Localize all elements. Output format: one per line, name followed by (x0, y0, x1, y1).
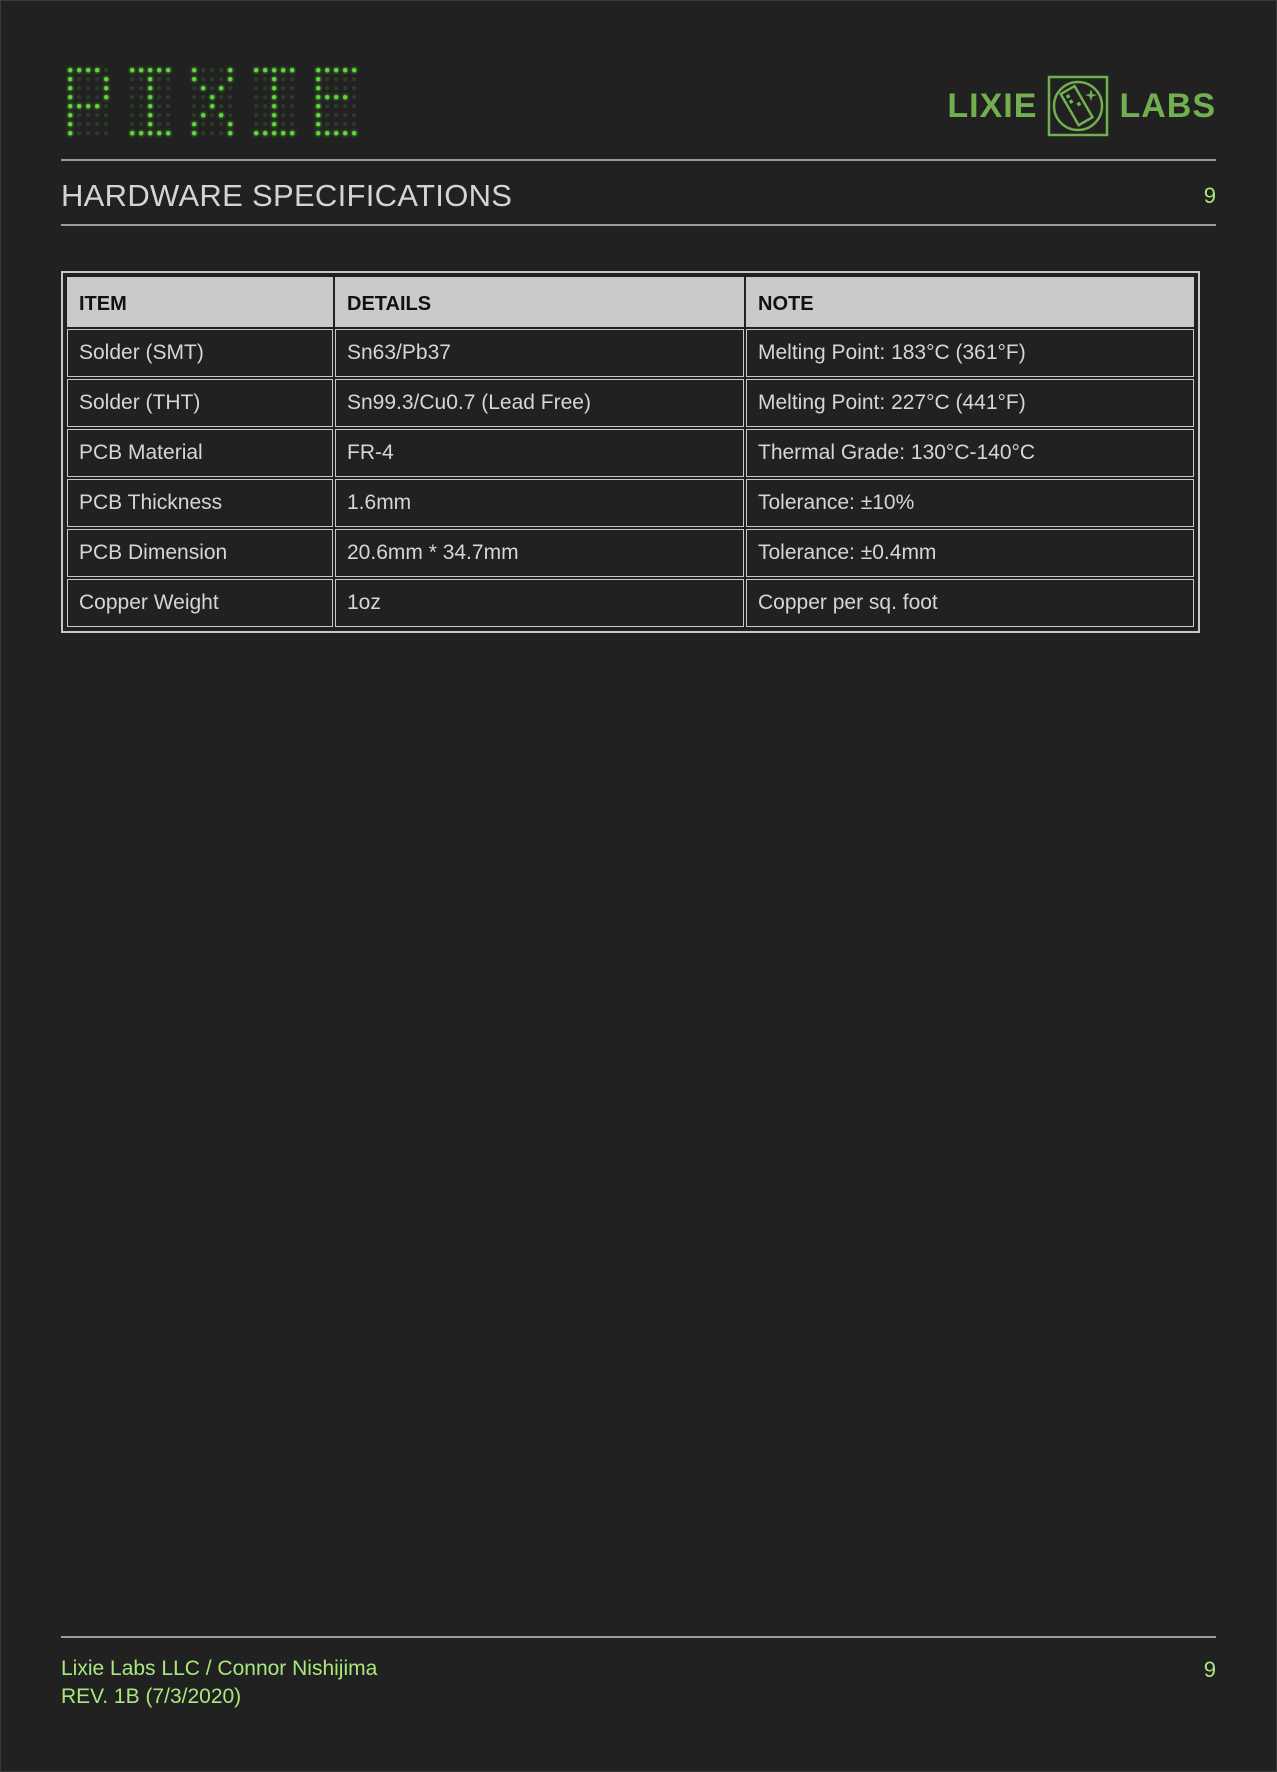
led-dot-off (219, 68, 223, 72)
cell-note: Melting Point: 183°C (361°F) (746, 329, 1194, 377)
led-dot-off (130, 86, 134, 90)
led-dot-lit (166, 131, 170, 135)
led-dot-off (77, 131, 81, 135)
led-dot-off (219, 77, 223, 81)
led-dot-off (281, 104, 285, 108)
led-dot-off (254, 113, 258, 117)
led-dot-lit (316, 122, 320, 126)
column-header-note: NOTE (746, 277, 1194, 327)
led-dot-lit (343, 131, 347, 135)
led-dot-off (281, 113, 285, 117)
led-dot-off (210, 113, 214, 117)
led-dot-off (290, 86, 294, 90)
led-dot-lit (228, 68, 232, 72)
logo-letter-i (130, 68, 170, 135)
led-dot-off (86, 86, 90, 90)
footer-page-number: 9 (1203, 1657, 1216, 1682)
led-dot-lit (148, 113, 152, 117)
led-dot-lit (68, 131, 72, 135)
led-dot-lit (148, 86, 152, 90)
led-dot-off (290, 95, 294, 99)
led-dot-off (157, 86, 161, 90)
led-dot-lit (157, 68, 161, 72)
logo-letter-e (316, 68, 356, 135)
led-dot-lit (316, 95, 320, 99)
led-dot-lit (290, 68, 294, 72)
led-dot-off (325, 86, 329, 90)
led-dot-off (77, 86, 81, 90)
cell-item: PCB Dimension (67, 529, 333, 577)
header-rule-top (61, 159, 1216, 161)
header-page-number: 9 (1203, 183, 1216, 208)
led-dot-lit (272, 122, 276, 126)
led-dot-lit (316, 86, 320, 90)
led-dot-off (281, 95, 285, 99)
led-dot-off (157, 104, 161, 108)
led-dot-lit (210, 104, 214, 108)
led-dot-off (166, 77, 170, 81)
led-dot-lit (130, 68, 134, 72)
led-dot-lit (130, 131, 134, 135)
led-dot-lit (148, 77, 152, 81)
led-dot-lit (201, 113, 205, 117)
led-dot-off (254, 122, 258, 126)
led-dot-off (263, 86, 267, 90)
led-dot-off (86, 122, 90, 126)
led-dot-off (210, 86, 214, 90)
led-dot-lit (192, 122, 196, 126)
led-dot-off (77, 113, 81, 117)
led-dot-off (219, 104, 223, 108)
led-dot-off (254, 86, 258, 90)
led-dot-lit (263, 131, 267, 135)
led-dot-off (352, 104, 356, 108)
led-dot-lit (281, 68, 285, 72)
led-dot-lit (272, 68, 276, 72)
pixie-logo (66, 66, 366, 138)
cell-item: Solder (THT) (67, 379, 333, 427)
led-dot-off (95, 95, 99, 99)
cell-item: PCB Thickness (67, 479, 333, 527)
footer-company: Lixie Labs LLC / Connor Nishijima (61, 1657, 378, 1680)
led-dot-off (157, 122, 161, 126)
led-dot-lit (68, 104, 72, 108)
led-dot-off (325, 77, 329, 81)
led-dot-lit (343, 68, 347, 72)
led-dot-off (157, 95, 161, 99)
table-row (67, 579, 1194, 627)
led-dot-off (201, 77, 205, 81)
led-dot-lit (325, 95, 329, 99)
led-dot-off (334, 122, 338, 126)
led-dot-off (166, 95, 170, 99)
led-dot-off (86, 131, 90, 135)
led-dot-lit (148, 68, 152, 72)
led-dot-off (210, 77, 214, 81)
led-dot-off (334, 104, 338, 108)
led-dot-off (263, 113, 267, 117)
led-dot-lit (148, 122, 152, 126)
led-dot-off (334, 113, 338, 117)
led-dot-lit (352, 68, 356, 72)
led-dot-off (334, 86, 338, 90)
led-dot-off (201, 68, 205, 72)
led-dot-off (166, 86, 170, 90)
led-dot-off (263, 95, 267, 99)
logo-letter-p (68, 68, 108, 135)
led-dot-lit (272, 77, 276, 81)
led-dot-off (192, 86, 196, 90)
led-dot-off (95, 131, 99, 135)
led-dot-off (290, 77, 294, 81)
led-dot-off (325, 104, 329, 108)
led-dot-off (352, 77, 356, 81)
led-dot-lit (316, 113, 320, 117)
led-dot-lit (334, 95, 338, 99)
led-dot-off (254, 95, 258, 99)
led-dot-off (281, 77, 285, 81)
cell-note: Thermal Grade: 130°C-140°C (746, 429, 1194, 477)
led-dot-off (352, 95, 356, 99)
led-dot-lit (228, 131, 232, 135)
page-title: HARDWARE SPECIFICATIONS (61, 178, 513, 213)
header-rule-bottom (61, 224, 1216, 226)
cell-details: 1oz (335, 579, 744, 627)
led-dot-off (139, 95, 143, 99)
led-dot-off (139, 86, 143, 90)
led-dot-lit (148, 104, 152, 108)
cell-item: Copper Weight (67, 579, 333, 627)
footer-revision: REV. 1B (7/3/2020) (61, 1685, 242, 1708)
led-dot-off (166, 122, 170, 126)
led-dot-off (130, 95, 134, 99)
led-dot-off (201, 95, 205, 99)
led-dot-off (343, 122, 347, 126)
led-dot-off (95, 77, 99, 81)
led-dot-off (352, 122, 356, 126)
led-dot-off (290, 104, 294, 108)
logo-letter-x (192, 68, 232, 135)
led-dot-lit (157, 131, 161, 135)
led-dot-off (343, 86, 347, 90)
led-dot-off (254, 104, 258, 108)
cell-note: Tolerance: ±0.4mm (746, 529, 1194, 577)
led-dot-lit (104, 86, 108, 90)
brand-logo-left-word: LIXIE (947, 87, 1038, 125)
spec-table-grid (65, 275, 1196, 629)
cell-item: PCB Material (67, 429, 333, 477)
led-dot-lit (139, 131, 143, 135)
led-dot-lit (201, 86, 205, 90)
led-dot-off (325, 113, 329, 117)
led-dot-off (104, 104, 108, 108)
led-dot-lit (86, 68, 90, 72)
led-dot-off (343, 104, 347, 108)
led-dot-off (139, 122, 143, 126)
led-dot-lit (325, 68, 329, 72)
led-dot-off (210, 131, 214, 135)
led-dot-off (157, 77, 161, 81)
led-dot-off (104, 113, 108, 117)
led-dot-off (130, 113, 134, 117)
led-dot-lit (104, 77, 108, 81)
led-dot-lit (77, 104, 81, 108)
cell-note: Tolerance: ±10% (746, 479, 1194, 527)
led-dot-lit (210, 95, 214, 99)
led-dot-off (192, 113, 196, 117)
led-dot-lit (228, 77, 232, 81)
led-dot-lit (68, 86, 72, 90)
led-dot-lit (68, 122, 72, 126)
column-header-item: ITEM (67, 277, 333, 327)
lixie-labs-logo (947, 74, 1216, 138)
led-dot-lit (272, 113, 276, 117)
led-dot-lit (272, 104, 276, 108)
led-dot-lit (95, 104, 99, 108)
led-dot-lit (228, 122, 232, 126)
led-dot-lit (316, 77, 320, 81)
led-dot-off (130, 77, 134, 81)
led-dot-off (290, 113, 294, 117)
led-dot-off (343, 113, 347, 117)
led-dot-off (263, 77, 267, 81)
led-dot-off (281, 86, 285, 90)
led-dot-off (334, 77, 338, 81)
led-dot-lit (148, 95, 152, 99)
led-dot-lit (68, 95, 72, 99)
led-dot-lit (272, 131, 276, 135)
led-dot-lit (148, 131, 152, 135)
led-dot-lit (192, 77, 196, 81)
table-row (67, 379, 1194, 427)
led-dot-off (157, 113, 161, 117)
cell-details: FR-4 (335, 429, 744, 477)
table-row (67, 529, 1194, 577)
led-dot-lit (334, 68, 338, 72)
cell-details: 1.6mm (335, 479, 744, 527)
led-dot-lit (281, 131, 285, 135)
led-dot-lit (254, 131, 258, 135)
led-dot-off (130, 104, 134, 108)
led-dot-lit (290, 131, 294, 135)
led-dot-off (77, 95, 81, 99)
led-dot-lit (352, 131, 356, 135)
lixie-labs-mark-icon (1047, 75, 1109, 137)
led-dot-off (192, 104, 196, 108)
brand-logo-right-word: LABS (1119, 87, 1216, 125)
logo-letter-i (254, 68, 294, 135)
led-dot-off (228, 86, 232, 90)
led-dot-off (210, 122, 214, 126)
led-dot-lit (334, 131, 338, 135)
footer-rule (61, 1636, 1216, 1638)
led-dot-off (201, 104, 205, 108)
led-dot-lit (192, 68, 196, 72)
led-dot-off (104, 68, 108, 72)
led-dot-off (77, 122, 81, 126)
cell-details: 20.6mm * 34.7mm (335, 529, 744, 577)
led-dot-lit (316, 104, 320, 108)
led-dot-off (77, 77, 81, 81)
led-dot-off (201, 131, 205, 135)
led-dot-off (104, 131, 108, 135)
spec-table (61, 271, 1200, 633)
led-dot-lit (272, 86, 276, 90)
led-dot-lit (86, 104, 90, 108)
led-dot-off (228, 113, 232, 117)
led-dot-lit (166, 68, 170, 72)
led-dot-off (219, 122, 223, 126)
led-dot-off (290, 122, 294, 126)
led-dot-lit (316, 68, 320, 72)
led-dot-off (263, 104, 267, 108)
led-dot-off (254, 77, 258, 81)
led-dot-off (139, 113, 143, 117)
led-dot-off (210, 68, 214, 72)
led-dot-lit (77, 68, 81, 72)
led-dot-off (192, 95, 196, 99)
led-dot-off (219, 95, 223, 99)
led-dot-off (352, 86, 356, 90)
led-dot-off (201, 122, 205, 126)
led-dot-lit (343, 95, 347, 99)
table-row (67, 479, 1194, 527)
led-dot-off (352, 113, 356, 117)
led-dot-off (281, 122, 285, 126)
led-dot-off (325, 122, 329, 126)
led-dot-lit (325, 131, 329, 135)
led-dot-off (86, 95, 90, 99)
led-dot-lit (68, 77, 72, 81)
led-dot-lit (104, 95, 108, 99)
table-row (67, 329, 1194, 377)
led-dot-lit (192, 131, 196, 135)
led-dot-off (95, 122, 99, 126)
led-dot-off (219, 131, 223, 135)
table-row (67, 429, 1194, 477)
led-dot-lit (219, 86, 223, 90)
led-dot-off (95, 113, 99, 117)
led-dot-lit (263, 68, 267, 72)
cell-note: Copper per sq. foot (746, 579, 1194, 627)
led-dot-off (166, 104, 170, 108)
led-dot-lit (68, 113, 72, 117)
led-dot-off (228, 104, 232, 108)
led-dot-lit (254, 68, 258, 72)
cell-item: Solder (SMT) (67, 329, 333, 377)
led-dot-lit (272, 95, 276, 99)
led-dot-off (95, 86, 99, 90)
led-dot-lit (95, 68, 99, 72)
led-dot-off (130, 122, 134, 126)
table-header-row (67, 277, 1194, 327)
led-dot-off (104, 122, 108, 126)
led-dot-off (139, 77, 143, 81)
led-dot-off (139, 104, 143, 108)
led-dot-off (86, 113, 90, 117)
led-dot-lit (68, 68, 72, 72)
cell-details: Sn99.3/Cu0.7 (Lead Free) (335, 379, 744, 427)
led-dot-off (263, 122, 267, 126)
footer-credits (61, 1655, 377, 1711)
cell-details: Sn63/Pb37 (335, 329, 744, 377)
column-header-details: DETAILS (335, 277, 744, 327)
led-dot-off (343, 77, 347, 81)
led-dot-off (166, 113, 170, 117)
led-dot-off (228, 95, 232, 99)
cell-note: Melting Point: 227°C (441°F) (746, 379, 1194, 427)
led-dot-off (86, 77, 90, 81)
led-dot-lit (219, 113, 223, 117)
led-dot-lit (316, 131, 320, 135)
led-dot-lit (139, 68, 143, 72)
